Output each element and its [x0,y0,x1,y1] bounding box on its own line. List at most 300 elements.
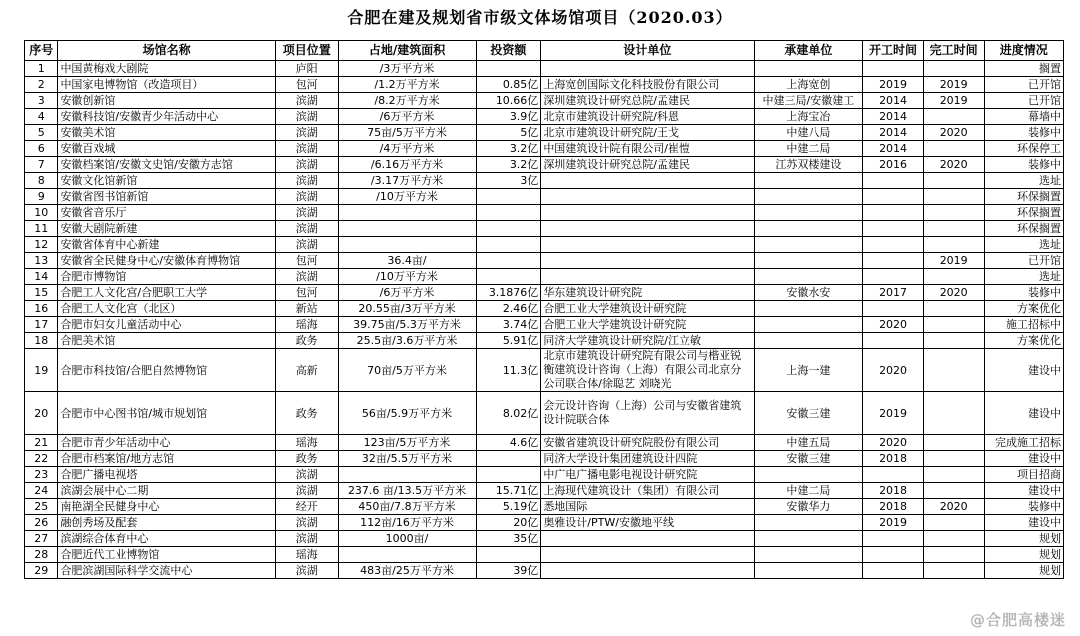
table-row [25,301,1064,317]
table-cell [923,563,984,579]
table-cell [541,189,754,205]
table-cell: 悉地国际 [541,499,754,515]
table-cell: 70亩/5万平方米 [338,349,476,392]
table-cell: 深圳建筑设计研究总院/孟建民 [541,157,754,173]
table-cell: 17 [25,317,58,333]
table-cell [754,301,863,317]
table-cell [863,301,924,317]
table-cell: 28 [25,547,58,563]
table-cell [923,189,984,205]
header-cell: 完工时间 [923,41,984,61]
table-cell: 2017 [863,285,924,301]
table-cell: /1.2万平方米 [338,77,476,93]
table-cell [923,301,984,317]
table-row [25,77,1064,93]
table-cell [754,61,863,77]
table-cell [863,205,924,221]
table-cell: 35亿 [476,531,541,547]
table-cell [863,189,924,205]
table-cell: 18 [25,333,58,349]
header-row [25,41,1064,61]
table-row [25,141,1064,157]
table-cell: 20 [25,392,58,435]
table-cell: 政务 [275,392,338,435]
table-cell [754,173,863,189]
table-cell: 方案优化 [984,333,1064,349]
table-row [25,563,1064,579]
table-cell: 6 [25,141,58,157]
table-cell: 新站 [275,301,338,317]
header-cell: 进度情况 [984,41,1064,61]
table-cell: 安徽省建筑设计研究院股份有限公司 [541,435,754,451]
table-cell: 滨湖 [275,141,338,157]
table-row [25,483,1064,499]
table-cell: 滨湖 [275,157,338,173]
table-cell: 会元设计咨询（上海）公司与安徽省建筑设计院联合体 [541,392,754,435]
table-cell [754,221,863,237]
table-cell [338,467,476,483]
table-cell [863,221,924,237]
table-cell: 16 [25,301,58,317]
table-cell: 搁置 [984,61,1064,77]
table-cell: 27 [25,531,58,547]
table-cell: 滨湖 [275,563,338,579]
table-cell: 选址 [984,173,1064,189]
table-cell: 75亩/5万平方米 [338,125,476,141]
table-cell: 112亩/16万平方米 [338,515,476,531]
table-cell: 3.9亿 [476,109,541,125]
header-cell: 开工时间 [863,41,924,61]
table-cell: 政务 [275,333,338,349]
table-cell: 选址 [984,237,1064,253]
table-cell: 安徽档案馆/安徽文史馆/安徽方志馆 [58,157,275,173]
table-cell: 中建三局/安徽建工 [754,93,863,109]
table-cell [863,173,924,189]
table-cell: 中国建筑设计院有限公司/崔愷 [541,141,754,157]
table-cell [923,451,984,467]
table-cell: 滨湖 [275,483,338,499]
watermark: @合肥高楼迷 [969,611,1066,629]
table-cell: 22 [25,451,58,467]
table-cell: 2020 [923,157,984,173]
table-cell [863,237,924,253]
table-cell: 经开 [275,499,338,515]
table-cell: 2020 [863,317,924,333]
table-cell [476,205,541,221]
table-cell: 上海现代建筑设计（集团）有限公司 [541,483,754,499]
table-cell: 安徽水安 [754,285,863,301]
table-row [25,531,1064,547]
header-cell: 序号 [25,41,58,61]
table-cell: 安徽大剧院新建 [58,221,275,237]
table-cell: 合肥工业大学建筑设计研究院 [541,301,754,317]
table-cell: 规划 [984,531,1064,547]
table-cell: 5.91亿 [476,333,541,349]
table-cell: 2014 [863,141,924,157]
header-cell: 设计单位 [541,41,754,61]
table-cell [476,221,541,237]
table-cell [541,61,754,77]
table-cell: 安徽创新馆 [58,93,275,109]
table-cell: 15.71亿 [476,483,541,499]
table-cell: 滨湖 [275,515,338,531]
table-cell: 融创秀场及配套 [58,515,275,531]
table-cell: 8 [25,173,58,189]
table-cell: /3.17万平方米 [338,173,476,189]
table-cell [541,205,754,221]
table-row [25,451,1064,467]
table-cell: 3亿 [476,173,541,189]
table-cell: 装修中 [984,125,1064,141]
table-cell: 北京市建筑设计研究院/科恩 [541,109,754,125]
table-cell: 建设中 [984,451,1064,467]
table-cell [923,221,984,237]
table-cell: 合肥广播电视塔 [58,467,275,483]
table-cell: 环保搁置 [984,221,1064,237]
table-cell: 29 [25,563,58,579]
table-row [25,467,1064,483]
table-cell: 23 [25,467,58,483]
table-row [25,285,1064,301]
table-cell: 中国家电博物馆（改造项目） [58,77,275,93]
venues-table [24,40,1064,579]
table-cell [923,109,984,125]
table-cell: 5.19亿 [476,499,541,515]
table-cell: 9 [25,189,58,205]
table-cell: /4万平方米 [338,141,476,157]
table-cell [923,547,984,563]
table-row [25,317,1064,333]
table-cell: 北京市建筑设计研究院/王戈 [541,125,754,141]
table-cell [754,547,863,563]
table-cell [754,515,863,531]
table-cell: 安徽文化馆新馆 [58,173,275,189]
table-cell [863,333,924,349]
table-cell: 深圳建筑设计研究总院/孟建民 [541,93,754,109]
table-cell [863,547,924,563]
table-cell [923,392,984,435]
table-cell: 上海宽创国际文化科技股份有限公司 [541,77,754,93]
table-cell: 中建五局 [754,435,863,451]
table-row [25,221,1064,237]
table-body [25,61,1064,579]
table-cell [541,563,754,579]
table-cell [541,221,754,237]
table-cell: 450亩/7.8万平方米 [338,499,476,515]
header-cell: 场馆名称 [58,41,275,61]
table-cell: 3.2亿 [476,157,541,173]
table-cell: 装修中 [984,499,1064,515]
table-cell: 安徽三建 [754,392,863,435]
table-cell: 10.66亿 [476,93,541,109]
table-cell [754,531,863,547]
table-cell [754,237,863,253]
table-cell: 2020 [923,125,984,141]
table-cell: 安徽华力 [754,499,863,515]
table-cell: 21 [25,435,58,451]
table-cell: 规划 [984,563,1064,579]
table-cell: 2020 [863,435,924,451]
table-cell [541,253,754,269]
table-cell: 庐阳 [275,61,338,77]
table-cell: 36.4亩/ [338,253,476,269]
table-cell: 8.02亿 [476,392,541,435]
table-cell: 2 [25,77,58,93]
table-cell: 安徽省体育中心新建 [58,237,275,253]
table-cell: 中广电广播电影电视设计研究院 [541,467,754,483]
table-row [25,237,1064,253]
table-row [25,157,1064,173]
table-cell [923,237,984,253]
table-cell: 滨湖 [275,205,338,221]
header-cell: 承建单位 [754,41,863,61]
table-cell [476,547,541,563]
table-cell: 合肥工业大学建筑设计研究院 [541,317,754,333]
table-cell [754,317,863,333]
table-cell: 237.6 亩/13.5万平方米 [338,483,476,499]
table-cell [338,221,476,237]
table-cell [863,269,924,285]
table-cell: 奥雅设计/PTW/安徽地平线 [541,515,754,531]
table-cell: 1000亩/ [338,531,476,547]
table-cell: 1 [25,61,58,77]
table-cell: 10 [25,205,58,221]
table-cell: 2020 [863,349,924,392]
table-row [25,499,1064,515]
table-cell: 滨湖 [275,173,338,189]
table-cell: 环保搁置 [984,205,1064,221]
table-cell: 11.3亿 [476,349,541,392]
table-cell: 滨湖 [275,109,338,125]
table-cell: 32亩/5.5万平方米 [338,451,476,467]
table-cell: 4 [25,109,58,125]
table-cell [863,531,924,547]
table-row [25,515,1064,531]
table-cell: 2019 [923,77,984,93]
table-cell: 合肥工人文化宫/合肥职工大学 [58,285,275,301]
table-cell: /8.2万平方米 [338,93,476,109]
header-cell: 投资额 [476,41,541,61]
table-cell: 安徽三建 [754,451,863,467]
table-cell [476,253,541,269]
table-row [25,173,1064,189]
table-cell: 合肥市科技馆/合肥自然博物馆 [58,349,275,392]
table-row [25,253,1064,269]
table-cell: 中建八局 [754,125,863,141]
table-cell: /6.16万平方米 [338,157,476,173]
table-cell: 包河 [275,285,338,301]
table-cell [541,547,754,563]
table-cell: 2020 [923,285,984,301]
table-cell: 24 [25,483,58,499]
table-cell [754,205,863,221]
table-cell: 包河 [275,253,338,269]
table-cell: 2019 [863,392,924,435]
table-cell [923,467,984,483]
table-cell: 已开馆 [984,93,1064,109]
table-cell: 11 [25,221,58,237]
table-cell: 2014 [863,109,924,125]
table-cell: 合肥近代工业博物馆 [58,547,275,563]
table-cell: 5亿 [476,125,541,141]
table-cell: 安徽省全民健身中心/安徽体育博物馆 [58,253,275,269]
table-cell: 中建二局 [754,483,863,499]
table-cell: 上海宝冶 [754,109,863,125]
table-cell: 已开馆 [984,253,1064,269]
table-cell [541,269,754,285]
table-cell [923,515,984,531]
table-cell: 安徽美术馆 [58,125,275,141]
table-cell: 瑶海 [275,435,338,451]
table-cell: 2019 [863,515,924,531]
table-cell: 滨湖综合体育中心 [58,531,275,547]
table-row [25,547,1064,563]
table-cell [754,253,863,269]
table-cell [754,467,863,483]
table-row [25,205,1064,221]
table-cell: 20.55亩/3万平方米 [338,301,476,317]
table-cell: 建设中 [984,515,1064,531]
header-cell: 占地/建筑面积 [338,41,476,61]
table-cell [923,141,984,157]
table-cell: 装修中 [984,285,1064,301]
table-cell: 江苏双楼建设 [754,157,863,173]
table-cell: 安徽百戏城 [58,141,275,157]
table-cell [923,531,984,547]
table-cell [476,269,541,285]
table-cell [476,189,541,205]
table-cell: 25 [25,499,58,515]
table-cell [476,237,541,253]
table-cell: 合肥滨湖国际科学交流中心 [58,563,275,579]
table-row [25,349,1064,392]
table-cell: 建设中 [984,349,1064,392]
table-cell: 2019 [923,253,984,269]
table-cell [923,205,984,221]
table-cell: 2018 [863,499,924,515]
table-cell: 3.1876亿 [476,285,541,301]
table-row [25,125,1064,141]
table-cell [923,435,984,451]
table-cell: 19 [25,349,58,392]
table-cell [338,237,476,253]
table-cell: /6万平方米 [338,285,476,301]
table-cell: 北京市建筑设计研究院有限公司与楷亚锐衡建筑设计咨询（上海）有限公司北京分公司联合体/徐聪艺 刘晓光 [541,349,754,392]
table-cell: 滨湖 [275,269,338,285]
table-cell: 7 [25,157,58,173]
table-cell: 2014 [863,125,924,141]
table-cell: 合肥市青少年活动中心 [58,435,275,451]
table-cell: 20亿 [476,515,541,531]
table-cell: 39亿 [476,563,541,579]
table-cell: 选址 [984,269,1064,285]
table-cell: 56亩/5.9万平方米 [338,392,476,435]
table-cell [476,61,541,77]
table-cell: 25.5亩/3.6万平方米 [338,333,476,349]
table-cell: 瑶海 [275,317,338,333]
table-cell [923,349,984,392]
table-cell: 安徽省音乐厅 [58,205,275,221]
table-cell: /10万平方米 [338,269,476,285]
table-row [25,392,1064,435]
table-cell [923,269,984,285]
table-cell: 滨湖 [275,237,338,253]
table-cell [923,61,984,77]
table-cell [863,467,924,483]
table-cell [863,61,924,77]
table-cell [476,467,541,483]
table-cell: 装修中 [984,157,1064,173]
table-cell: 3.74亿 [476,317,541,333]
table-cell: 政务 [275,451,338,467]
table-cell: 14 [25,269,58,285]
table-cell: 滨湖 [275,531,338,547]
table-cell: 15 [25,285,58,301]
table-cell: 滨湖 [275,189,338,205]
table-cell: 建设中 [984,483,1064,499]
table-cell: 滨湖 [275,467,338,483]
table-cell: 2016 [863,157,924,173]
table-row [25,61,1064,77]
table-cell: 合肥工人文化宫（北区） [58,301,275,317]
page-title: 合肥在建及规划省市级文体场馆项目（2020.03） [347,8,733,27]
table-cell: 5 [25,125,58,141]
table-cell [863,563,924,579]
table-cell [338,547,476,563]
table-cell: 2018 [863,451,924,467]
table-row [25,333,1064,349]
table-cell [923,317,984,333]
table-cell: 华东建筑设计研究院 [541,285,754,301]
table-cell: /10万平方米 [338,189,476,205]
table-cell [754,333,863,349]
table-cell: 2019 [863,77,924,93]
table-cell: 中国黄梅戏大剧院 [58,61,275,77]
table-cell: 中建二局 [754,141,863,157]
table-cell: 上海一建 [754,349,863,392]
table-cell: 12 [25,237,58,253]
table-row [25,435,1064,451]
table-cell [541,237,754,253]
table-cell: 幕墙中 [984,109,1064,125]
table-cell: 完成施工招标 [984,435,1064,451]
table-cell: 2014 [863,93,924,109]
table-cell: 123亩/5万平方米 [338,435,476,451]
table-cell: 施工招标中 [984,317,1064,333]
table-row [25,269,1064,285]
table-cell: 2.46亿 [476,301,541,317]
table-cell: 13 [25,253,58,269]
table-cell: 同济大学建筑设计研究院/江立敏 [541,333,754,349]
table-cell: 合肥市档案馆/地方志馆 [58,451,275,467]
table-cell: 3.2亿 [476,141,541,157]
table-cell: 瑶海 [275,547,338,563]
table-cell: 0.85亿 [476,77,541,93]
table-cell: 2018 [863,483,924,499]
table-cell: 滨湖会展中心二期 [58,483,275,499]
table-cell: 2019 [923,93,984,109]
table-cell [476,451,541,467]
table-cell: 方案优化 [984,301,1064,317]
table-cell [541,531,754,547]
table-cell: 上海宽创 [754,77,863,93]
table-cell: 3 [25,93,58,109]
table-cell: /3万平方米 [338,61,476,77]
table-cell [754,189,863,205]
table-cell [754,269,863,285]
table-cell: 26 [25,515,58,531]
table-cell: 4.6亿 [476,435,541,451]
